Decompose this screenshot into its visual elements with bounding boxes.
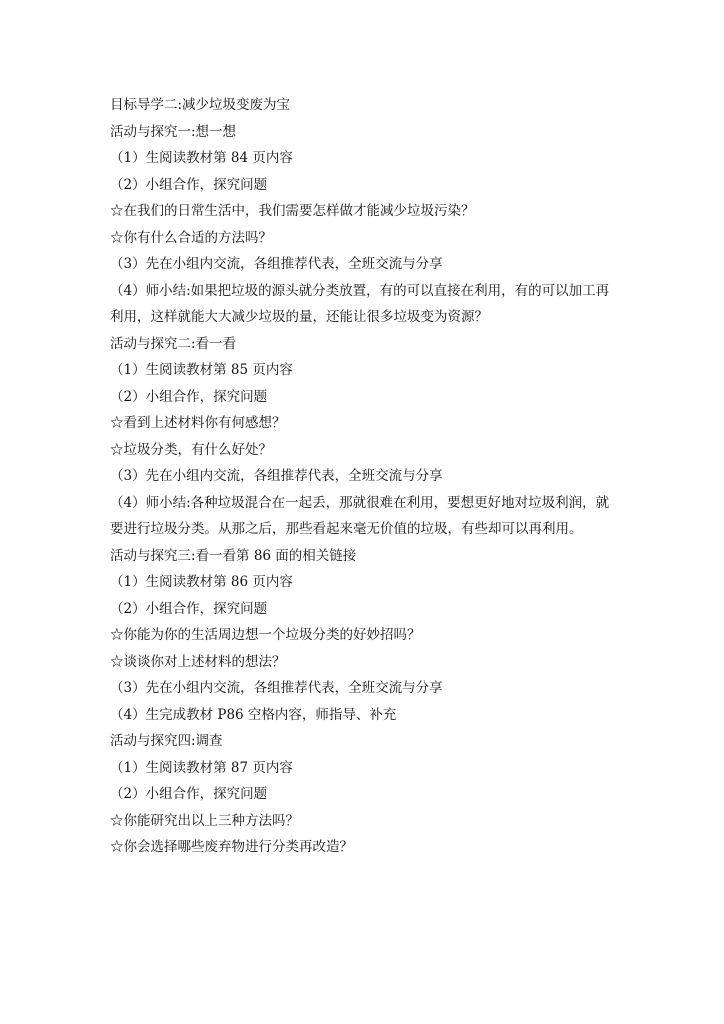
step-line: （1）生阅读教材第 86 页内容 xyxy=(110,574,293,590)
step-line: （1）生阅读教材第 84 页内容 xyxy=(110,150,293,166)
section-heading: 目标导学二:减少垃圾变废为宝 xyxy=(110,97,291,113)
question-line: ☆看到上述材料你有何感想？ xyxy=(110,415,286,431)
question-line: ☆你能研究出以上三种方法吗？ xyxy=(110,812,299,829)
question-line: ☆垃圾分类，有什么好处？ xyxy=(110,441,272,458)
summary-paragraph: （4）师小结:各种垃圾混合在一起丢，那就很难在利用，要想更好地对垃圾利润，就要进行垃圾分类。从那之后，那些看起来毫无价值的垃圾，有些却可以再利用。 xyxy=(110,494,610,537)
step-line: （2）小组合作，探究问题 xyxy=(110,176,268,193)
summary-paragraph: （4）师小结:如果把垃圾的源头就分类放置，有的可以直接在利用，有的可以加工再利用，这样就能大大减少垃圾的量，还能让很多垃圾变为资源？ xyxy=(110,282,610,325)
activity-heading: 活动与探究二:看一看 xyxy=(110,335,237,352)
question-line: ☆谈谈你对上述材料的想法？ xyxy=(110,653,286,670)
step-line: （2）小组合作，探究问题 xyxy=(110,388,268,405)
step-line: （3）先在小组内交流，各组推荐代表，全班交流与分享 xyxy=(110,256,443,272)
activity-heading: 活动与探究三:看一看第 86 面的相关链接 xyxy=(110,547,357,564)
step-line: （1）生阅读教材第 87 页内容 xyxy=(110,759,293,776)
question-line: ☆你有什么合适的方法吗？ xyxy=(110,229,272,246)
step-line: （3）先在小组内交流，各组推荐代表，全班交流与分享 xyxy=(110,468,443,484)
question-line: ☆你会选择哪些废弃物进行分类再改造？ xyxy=(110,839,353,855)
document-body xyxy=(110,92,615,861)
step-line: （1）生阅读教材第 85 页内容 xyxy=(110,362,293,378)
step-line: （2）小组合作，探究问题 xyxy=(110,600,268,617)
step-line: （3）先在小组内交流，各组推荐代表，全班交流与分享 xyxy=(110,680,443,696)
activity-heading: 活动与探究四:调查 xyxy=(110,733,223,749)
step-line: （4）生完成教材 P86 空格内容，师指导、补充 xyxy=(110,706,397,723)
question-line: ☆在我们的日常生活中，我们需要怎样做才能减少垃圾污染？ xyxy=(110,203,475,219)
activity-heading: 活动与探究一:想一想 xyxy=(110,123,237,140)
step-line: （2）小组合作，探究问题 xyxy=(110,786,268,802)
question-line: ☆你能为你的生活周边想一个垃圾分类的好妙招吗？ xyxy=(110,627,421,643)
